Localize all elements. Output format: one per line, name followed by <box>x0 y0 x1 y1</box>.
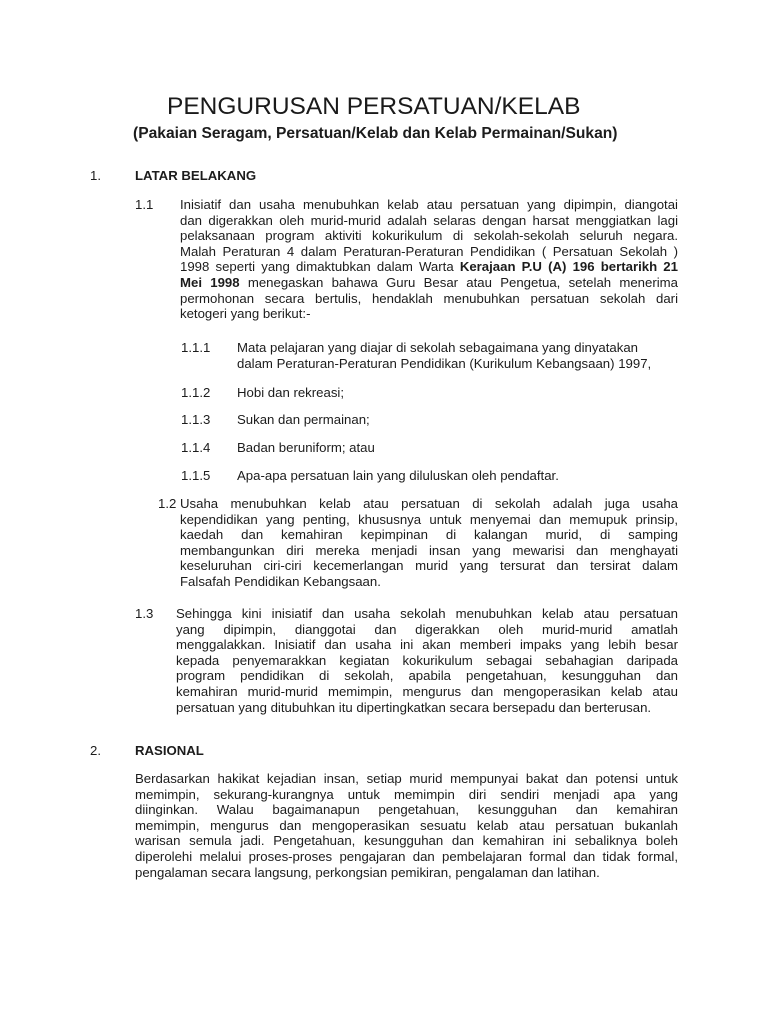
paragraph-line: memimpin, sekurang-kurangnya untuk memimpin diri sendiri menjadi apa yang <box>135 786 678 802</box>
paragraph-1-3-number: 1.3 <box>135 606 154 621</box>
section-2-number: 2. <box>90 743 101 758</box>
paragraph-1-1-number: 1.1 <box>135 197 154 212</box>
paragraph-line: menggalakkan. Inisiatif dan usaha ini akan memberi impaks yang lebih besar <box>176 637 678 653</box>
paragraph-1-1 <box>180 197 678 322</box>
paragraph-line: kepada penyemarakkan kegiatan kokurikulum sebagai sebahagian daripada <box>176 652 678 668</box>
gazette-reference: Kerajaan P.U (A) 196 bertarikh 21 <box>459 259 678 275</box>
paragraph-line: warisan semula jadi. Pengetahuan, kesungguhan dan kemahiran ini sebaliknya boleh <box>135 833 678 849</box>
section-1-heading: LATAR BELAKANG <box>135 168 257 183</box>
item-1-1-1-text <box>237 340 651 371</box>
paragraph-line-mixed <box>180 259 678 275</box>
item-1-1-2-text: Hobi dan rekreasi; <box>237 385 345 400</box>
item-1-1-1-number: 1.1.1 <box>181 340 211 355</box>
paragraph-line: Sehingga kini inisiatif dan usaha sekolah menubuhkan kelab atau persatuan <box>176 606 678 621</box>
paragraph-line: kemahiran murid-murid memimpin, mengurus dan mengoperasikan kelab atau <box>176 683 678 699</box>
line-text: menegaskan bahawa Guru Besar atau Pengetua, setelah menerima <box>247 274 678 290</box>
paragraph-line: Falsafah Pendidikan Kebangsaan. <box>180 573 381 589</box>
gazette-date: Mei 1998 <box>180 274 240 290</box>
paragraph-line: diperolehi melalui proses-proses pengajaran dan pembelajaran formal dan tidak formal, <box>135 848 678 864</box>
paragraph-line: keseluruhan ciri-ciri kecemerlangan murid yang tersurat dan tersirat dalam <box>180 558 678 574</box>
paragraph-1-2-number: 1.2 <box>158 496 177 511</box>
paragraph-line: Usaha menubuhkan kelab atau persatuan di sekolah adalah juga usaha <box>180 496 678 511</box>
paragraph-line: program pendidikan di sekolah, apabila pengetahuan, kesungguhan dan <box>176 668 678 684</box>
section-1-number: 1. <box>90 168 101 183</box>
paragraph-line: Inisiatif dan usaha menubuhkan kelab atau persatuan yang dipimpin, diangotai <box>180 197 678 212</box>
paragraph-line: diinginkan. Walau bagaimanapun pengetahuan, kesungguhan dan kemahiran <box>135 802 678 818</box>
page-title: PENGURUSAN PERSATUAN/KELAB <box>167 93 581 120</box>
paragraph-line: kependidikan yang penting, khususnya untuk menyemai dan memupuk prinsip, <box>180 511 678 527</box>
item-1-1-4-text: Badan beruniform; atau <box>237 440 375 455</box>
line-text: 1998 seperti yang dimaktubkan dalam Warta <box>180 259 454 275</box>
paragraph-1-2 <box>180 496 678 590</box>
item-1-1-2-number: 1.1.2 <box>181 385 211 400</box>
paragraph-line: persatuan yang ditubuhkan itu dipertingkatkan secara bersepadu dan berterusan. <box>176 699 652 715</box>
paragraph-line: memimpin, mengurus dan mengoperasikan sesuatu kelab atau persatuan bukanlah <box>135 817 678 833</box>
paragraph-line-mixed <box>180 275 678 291</box>
item-1-1-4-number: 1.1.4 <box>181 440 211 455</box>
item-1-1-5-text: Apa-apa persatuan lain yang diluluskan oleh pendaftar. <box>237 468 559 483</box>
page-subtitle: (Pakaian Seragam, Persatuan/Kelab dan Kelab Permainan/Sukan) <box>133 125 618 142</box>
paragraph-line: pengalaman secara langsung, perkongsian pemikiran, pengalaman dan latihan. <box>135 864 600 880</box>
paragraph-line: dan digerakkan oleh murid-murid adalah selaras dengan harsat menggiatkan lagi <box>180 212 678 228</box>
paragraph-line: Malah Peraturan 4 dalam Peraturan-Peraturan Pendidikan ( Persatuan Sekolah ) <box>180 243 678 259</box>
section-2-heading: RASIONAL <box>135 743 204 758</box>
item-1-1-3-number: 1.1.3 <box>181 412 211 427</box>
section-2-paragraph <box>135 771 678 880</box>
paragraph-line: permohonan secara bertulis, hendaklah menubuhkan persatuan sekolah dari <box>180 290 678 306</box>
item-1-1-3-text: Sukan dan permainan; <box>237 412 370 427</box>
paragraph-line: pelaksanaan program aktiviti kokurikulum di sekolah-sekolah seluruh negara. <box>180 228 678 244</box>
paragraph-line: Berdasarkan hakikat kejadian insan, setiap murid mempunyai bakat dan potensi untuk <box>135 771 678 786</box>
paragraph-line: membangunkan diri mereka menjadi insan yang mewarisi dan menghayati <box>180 542 678 558</box>
item-1-1-5-number: 1.1.5 <box>181 468 211 483</box>
paragraph-line: ketogeri yang berikut:- <box>180 306 311 322</box>
paragraph-1-3 <box>176 606 678 715</box>
item-line: dalam Peraturan-Peraturan Pendidikan (Kurikulum Kebangsaan) 1997, <box>237 355 652 371</box>
paragraph-line: yang dipimpin, dianggotai dan digerakkan oleh murid-murid amatlah <box>176 621 678 637</box>
paragraph-line: kaedah dan kemahiran kepimpinan di kalangan murid, di samping <box>180 527 678 543</box>
item-line: Mata pelajaran yang diajar di sekolah sebagaimana yang dinyatakan <box>237 340 639 355</box>
